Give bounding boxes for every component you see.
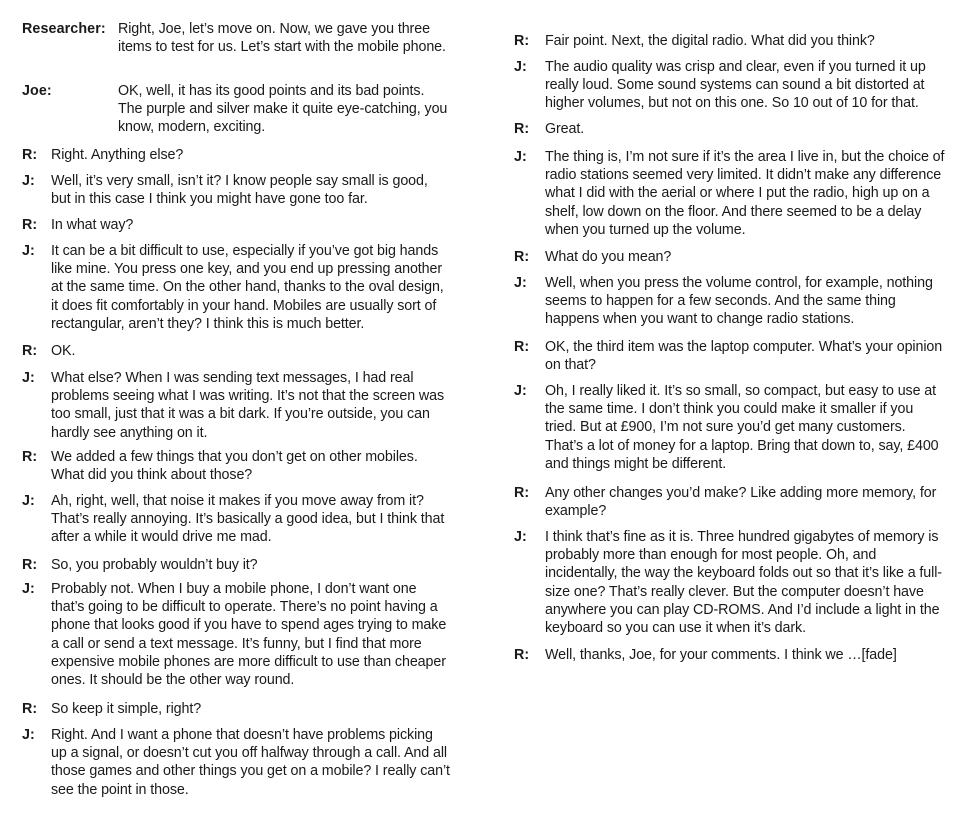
speaker-label: R: xyxy=(514,249,530,265)
utterance-text: Right. Anything else? xyxy=(51,147,184,163)
speaker-label: R: xyxy=(22,557,38,573)
speaker-label: R: xyxy=(514,121,530,137)
speaker-label: R: xyxy=(514,485,530,501)
speaker-label: J: xyxy=(22,727,35,743)
speaker-label: Researcher: xyxy=(22,21,106,37)
speaker-label: J: xyxy=(514,529,527,545)
utterance-text: What do you mean? xyxy=(545,249,672,265)
utterance-text: Probably not. When I buy a mobile phone, I don’t want one that’s going to be difficult to operate. There’s no point having a phone that looks good if you have to spend ages trying to make a call or send a text message. It’s funny, but I find that more expensive mobile phones are more difficult to use than cheaper ones. It should be the other way round. xyxy=(51,581,451,689)
utterance-text: In what way? xyxy=(51,217,134,233)
speaker-label: J: xyxy=(22,493,35,509)
utterance-text: So, you probably wouldn’t buy it? xyxy=(51,557,258,573)
speaker-label: J: xyxy=(514,149,527,165)
utterance-text: Right. And I want a phone that doesn’t have problems picking up a signal, or doesn’t cut you off halfway through a call. And all those games and other things you get on a mobile? I really can’t see the point in those. xyxy=(51,727,454,798)
utterance-text: Any other changes you’d make? Like adding more memory, for example? xyxy=(545,485,941,520)
utterance-text: Ah, right, well, that noise it makes if you move away from it? That’s really annoying. It’s basically a good idea, but I think that after a while it would drive me mad. xyxy=(51,493,449,546)
utterance-text: OK, well, it has its good points and its bad points. The purple and silver make it quite eye-catching, you know, modern, exciting. xyxy=(118,83,452,136)
speaker-label: R: xyxy=(514,647,530,663)
speaker-label: R: xyxy=(514,33,530,49)
speaker-label: Joe: xyxy=(22,83,52,99)
speaker-label: J: xyxy=(514,275,527,291)
speaker-label: J: xyxy=(514,383,527,399)
utterance-text: Fair point. Next, the digital radio. What did you think? xyxy=(545,33,875,49)
speaker-label: J: xyxy=(22,581,35,597)
speaker-label: R: xyxy=(22,449,38,465)
utterance-text: The audio quality was crisp and clear, even if you turned it up really loud. Some sound systems can sound a bit distorted at higher volumes, but not on this one. So 10 out of 10 for that. xyxy=(545,59,930,112)
utterance-text: What else? When I was sending text messages, I had real problems seeing what I was writing. It’s not that the screen was too small, just that it was a bit dark. If you’re outside, you can hardly see anything on it. xyxy=(51,370,448,441)
speaker-label: R: xyxy=(22,343,38,359)
speaker-label: R: xyxy=(514,339,530,355)
utterance-text: Well, thanks, Joe, for your comments. I think we …[fade] xyxy=(545,647,897,663)
utterance-text: Great. xyxy=(545,121,585,137)
speaker-label: J: xyxy=(22,243,35,259)
utterance-text: Oh, I really liked it. It’s so small, so compact, but easy to use at the same time. I don’t think you could make it smaller if you tried. But at £900, I’m not sure you’d get many customers. That’s a lot of money for a laptop. Bring that down to, say, £400 and things might be different. xyxy=(545,383,943,472)
utterance-text: Right, Joe, let’s move on. Now, we gave you three items to test for us. Let’s start with the mobile phone. xyxy=(118,21,446,56)
utterance-text: Well, when you press the volume control, for example, nothing seems to happen for a few seconds. And the same thing happens when you want to change radio stations. xyxy=(545,275,937,328)
utterance-text: Well, it’s very small, isn’t it? I know people say small is good, but in this case I think you might have gone too far. xyxy=(51,173,432,208)
utterance-text: We added a few things that you don’t get on other mobiles. What did you think about those? xyxy=(51,449,422,484)
speaker-label: J: xyxy=(22,173,35,189)
speaker-label: R: xyxy=(22,701,38,717)
utterance-text: It can be a bit difficult to use, especially if you’ve got big hands like mine. You press one key, and you end up pressing another at the same time. On the other hand, thanks to the oval design, it does fit comfortably in your hand. Mobiles are usually sort of rectangular, aren’t they? I think this is much better. xyxy=(51,243,448,332)
utterance-text: The thing is, I’m not sure if it’s the area I live in, but the choice of radio stations seemed very limited. It didn’t make any difference what I did with the aerial or where I put the radio, high up on a shelf, low down on the floor. And there seemed to be a delay when you turned up the volume. xyxy=(545,149,949,238)
utterance-text: I think that’s fine as it is. Three hundred gigabytes of memory is probably more than enough for most people. Oh, and incidentally, the way the keyboard folds out so that it’s like a full-size one? That’s really clever. But the computer doesn’t have anywhere you can play CD-ROMS. And I’d include a light in the keyboard so you can use it when it’s dark. xyxy=(545,529,944,637)
utterance-text: So keep it simple, right? xyxy=(51,701,202,717)
speaker-label: R: xyxy=(22,217,38,233)
utterance-text: OK, the third item was the laptop computer. What’s your opinion on that? xyxy=(545,339,947,374)
speaker-label: J: xyxy=(514,59,527,75)
speaker-label: R: xyxy=(22,147,38,163)
utterance-text: OK. xyxy=(51,343,76,359)
speaker-label: J: xyxy=(22,370,35,386)
